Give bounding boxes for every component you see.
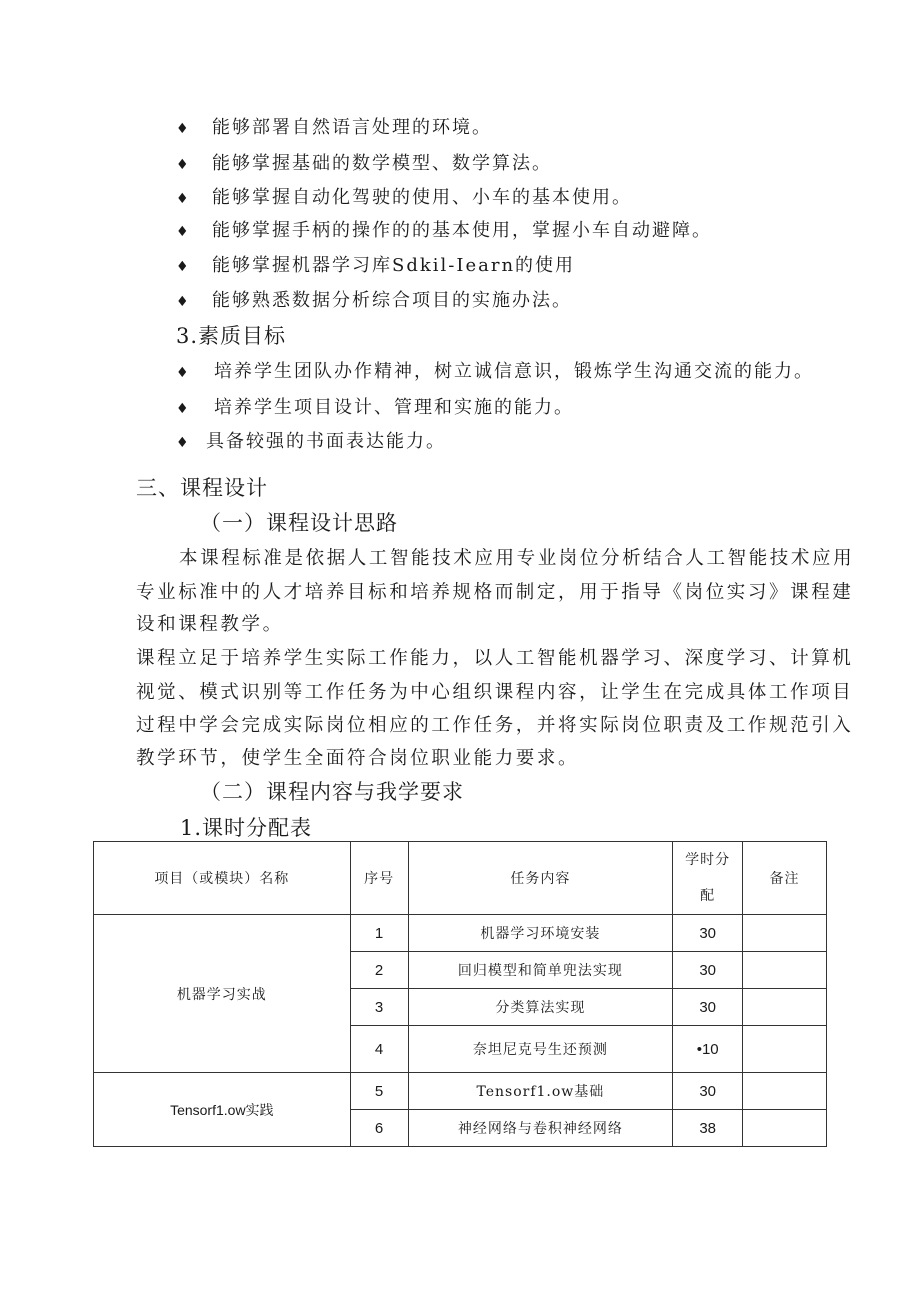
subsection-title-design-ideas: （一）课程设计思路 xyxy=(200,511,398,535)
quality-heading: 3.素质目标 xyxy=(176,324,287,348)
module-cell: Tensorf1.ow实践 xyxy=(94,1073,351,1147)
quality-bullet-3 xyxy=(176,427,446,453)
seq-cell: 3 xyxy=(350,989,408,1026)
quality-bullet-1 xyxy=(176,357,814,383)
notes-cell xyxy=(743,952,827,989)
notes-cell xyxy=(743,915,827,952)
header-task: 任务内容 xyxy=(408,842,673,915)
skill-text: 能够掌握机器学习库Sdkil-Iearn的使用 xyxy=(212,255,576,276)
quality-text: 培养学生项目设计、管理和实施的能力。 xyxy=(214,397,574,418)
header-hours-line2: 配 xyxy=(700,888,716,904)
seq-cell: 4 xyxy=(350,1026,408,1073)
para2-line-1: 课程立足于培养学生实际工作能力，以人工智能机器学习、深度学习、计算机 xyxy=(136,648,854,669)
notes-cell xyxy=(743,1026,827,1073)
quality-text: 具备较强的书面表达能力。 xyxy=(206,431,446,452)
section-title-course-design: 三、课程设计 xyxy=(136,476,268,500)
para1-line-2: 专业标准中的人才培养目标和培养规格而制定，用于指导《岗位实习》课程建 xyxy=(136,582,854,603)
header-hours xyxy=(673,842,743,915)
skill-bullet-1 xyxy=(176,113,492,139)
bullet-diamond-icon: ♦ xyxy=(176,157,191,173)
skill-text: 能够熟悉数据分析综合项目的实施办法。 xyxy=(212,290,572,311)
quality-bullet-2 xyxy=(176,393,574,419)
quality-text: 培养学生团队办作精神，树立诚信意识，锻炼学生沟通交流的能力。 xyxy=(214,361,814,382)
skill-bullet-2 xyxy=(176,149,552,175)
task-cell: 奈坦尼克号生还预测 xyxy=(408,1026,673,1073)
table-row xyxy=(94,915,827,952)
table-row xyxy=(94,1073,827,1110)
header-seq: 序号 xyxy=(350,842,408,915)
skill-text: 能够掌握自动化驾驶的使用、小车的基本使用。 xyxy=(212,187,632,208)
skill-bullet-3 xyxy=(176,183,632,209)
hours-cell: 30 xyxy=(673,1073,743,1110)
subsection-title-content: （二）课程内容与我学要求 xyxy=(200,780,464,804)
seq-cell: 2 xyxy=(350,952,408,989)
hours-cell: 30 xyxy=(673,989,743,1026)
table-header-row xyxy=(94,842,827,915)
seq-cell: 6 xyxy=(350,1110,408,1147)
task-cell: 分类算法实现 xyxy=(408,989,673,1026)
notes-cell xyxy=(743,1073,827,1110)
bullet-diamond-icon: ♦ xyxy=(176,435,191,451)
bullet-diamond-icon: ♦ xyxy=(176,259,191,275)
table-title: 1.课时分配表 xyxy=(180,816,313,840)
skill-text: 能够部署自然语言处理的环境。 xyxy=(212,117,492,138)
task-cell: 神经网络与卷积神经网络 xyxy=(408,1110,673,1147)
hours-allocation-table xyxy=(93,841,827,1147)
bullet-diamond-icon: ♦ xyxy=(176,224,191,240)
hours-cell: 30 xyxy=(673,952,743,989)
para2-line-3: 过程中学会完成实际岗位相应的工作任务，并将实际岗位职责及工作规范引入 xyxy=(136,715,854,736)
hours-cell: 38 xyxy=(673,1110,743,1147)
seq-cell: 1 xyxy=(350,915,408,952)
header-module: 项目（或模块）名称 xyxy=(94,842,351,915)
skill-bullet-5 xyxy=(176,251,575,277)
para1-line-3: 设和课程教学。 xyxy=(136,614,284,635)
hours-cell: •10 xyxy=(673,1026,743,1073)
skill-bullet-6 xyxy=(176,286,572,312)
bullet-diamond-icon: ♦ xyxy=(176,121,191,137)
bullet-diamond-icon: ♦ xyxy=(176,191,191,207)
header-notes: 备注 xyxy=(743,842,827,915)
header-hours-line1: 学时分 xyxy=(685,852,731,868)
para2-line-4: 教学环节，使学生全面符合岗位职业能力要求。 xyxy=(136,748,580,769)
notes-cell xyxy=(743,1110,827,1147)
seq-cell: 5 xyxy=(350,1073,408,1110)
skill-bullet-4 xyxy=(176,216,712,242)
bullet-diamond-icon: ♦ xyxy=(176,294,191,310)
skill-text: 能够掌握手柄的操作的的基本使用，掌握小车自动避障。 xyxy=(212,220,712,241)
task-cell: 回归模型和简单兜法实现 xyxy=(408,952,673,989)
task-cell: Tensorf1.ow基础 xyxy=(408,1073,673,1110)
para1-line-1: 本课程标准是依据人工智能技术应用专业岗位分析结合人工智能技术应用 xyxy=(179,548,855,569)
notes-cell xyxy=(743,989,827,1026)
bullet-diamond-icon: ♦ xyxy=(176,365,191,381)
para2-line-2: 视觉、模式识别等工作任务为中心组织课程内容，让学生在完成具体工作项目 xyxy=(136,682,854,703)
module-cell: 机器学习实战 xyxy=(94,915,351,1073)
skill-text: 能够掌握基础的数学模型、数学算法。 xyxy=(212,153,552,174)
task-cell: 机器学习环境安装 xyxy=(408,915,673,952)
hours-cell: 30 xyxy=(673,915,743,952)
bullet-diamond-icon: ♦ xyxy=(176,401,191,417)
